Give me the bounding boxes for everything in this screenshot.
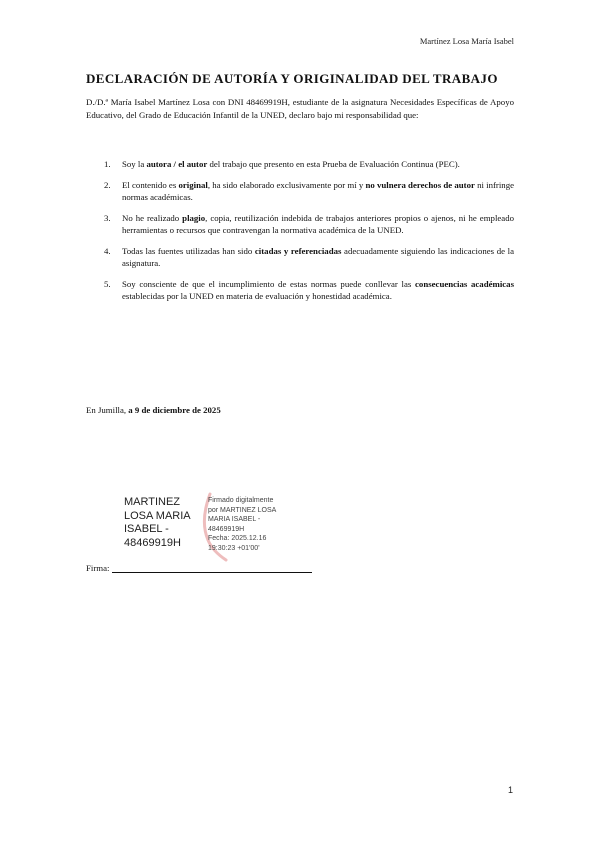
firma-label: Firma: [86,563,110,573]
declaration-list [86,158,514,311]
declaration-item [86,158,514,171]
page-number: 1 [507,785,513,795]
place-and-date [86,405,221,415]
item-number: 3. [104,212,111,223]
item-text: Todas las fuentes utilizadas han sido citadas y referenciadas adecuadamente siguiendo las indicaciones de la asignatura. [122,245,514,268]
item-text: Soy consciente de que el incumplimiento de estas normas puede conllevar las consecuencias académicas establecidas por la UNED en materia de evaluación y honestidad académica. [122,278,514,301]
declaration-item [86,245,514,270]
item-number: 1. [104,159,111,169]
declaration-item [86,179,514,204]
item-number: 5. [104,278,111,289]
signature-underline [112,563,312,573]
date-text: a 9 de diciembre de 2025 [128,405,221,415]
declaration-item [86,278,514,303]
document-title: DECLARACIÓN DE AUTORÍA Y ORIGINALIDAD DEL TRABAJO [86,71,498,86]
digital-signature-stamp[interactable] [120,492,330,562]
header-author-name: Martínez Losa María Isabel [419,36,514,46]
item-text: Soy la autora / el autor del trabajo que presento en esta Prueba de Evaluación Continua (PEC). [122,159,460,169]
signature-details: Firmado digitalmente por MARTINEZ LOSA MARIA ISABEL - 48469919H Fecha: 2025.12.16 19:30:23 +01'00' [208,497,277,552]
item-text: El contenido es original, ha sido elaborado exclusivamente por mí y no vulnera derechos de autor ni infringe normas académicas. [122,179,514,202]
signature-line [86,563,312,573]
item-number: 2. [104,179,111,190]
signer-name: MARTINEZ LOSA MARIA ISABEL - 48469919H [124,496,191,549]
place-text: En Jumilla, [86,405,129,415]
item-number: 4. [104,245,111,256]
item-text: No he realizado plagio, copia, reutilización indebida de trabajos anteriores propios o ajenos, ni he empleado herramientas o recursos que contravengan la normativa académica de la UNED. [122,212,514,235]
intro-paragraph: D./D.ª María Isabel Martínez Losa con DNI 48469919H, estudiante de la asignatura Necesidades Específicas de Apoyo Educativo, del Grado de Educación Infantil de la UNED, declaro bajo mi responsabilidad que: [86,97,514,120]
declaration-item [86,212,514,237]
